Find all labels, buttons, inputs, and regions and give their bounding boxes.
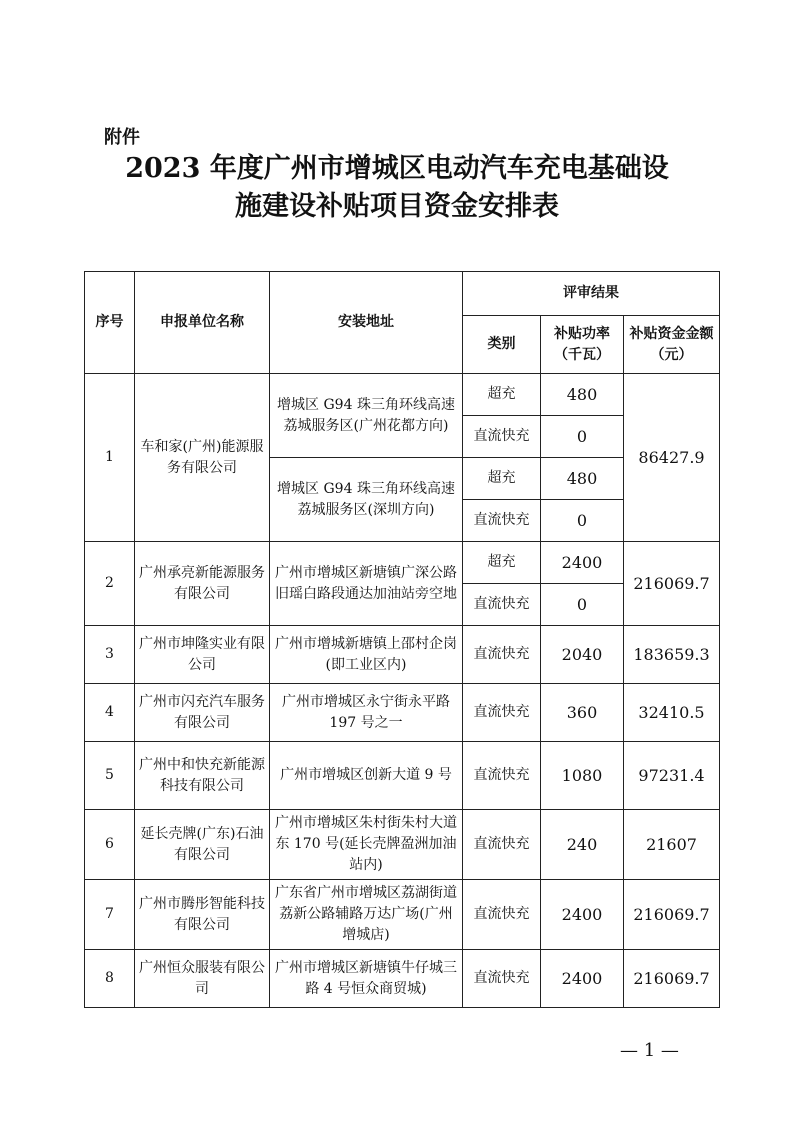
row-index: 5 bbox=[85, 742, 135, 810]
title-line-2: 施建设补贴项目资金安排表 bbox=[235, 191, 559, 222]
charger-category: 直流快充 bbox=[463, 626, 541, 684]
subsidy-power: 0 bbox=[541, 416, 624, 458]
document-title bbox=[0, 150, 794, 226]
charger-category: 直流快充 bbox=[463, 742, 541, 810]
page-number: — 1 — bbox=[620, 1040, 679, 1061]
subsidy-amount: 86427.9 bbox=[624, 374, 720, 542]
subsidy-amount: 32410.5 bbox=[624, 684, 720, 742]
charger-category: 直流快充 bbox=[463, 950, 541, 1008]
applicant-unit: 广州承亮新能源服务有限公司 bbox=[135, 542, 270, 626]
subsidy-amount: 216069.7 bbox=[624, 880, 720, 950]
subsidy-power: 2400 bbox=[541, 950, 624, 1008]
row-index: 3 bbox=[85, 626, 135, 684]
charger-category: 直流快充 bbox=[463, 584, 541, 626]
applicant-unit: 广州市闪充汽车服务有限公司 bbox=[135, 684, 270, 742]
subsidy-amount: 216069.7 bbox=[624, 542, 720, 626]
table-row bbox=[85, 626, 720, 684]
row-index: 4 bbox=[85, 684, 135, 742]
charger-category: 直流快充 bbox=[463, 880, 541, 950]
charger-category: 直流快充 bbox=[463, 500, 541, 542]
table-row bbox=[85, 880, 720, 950]
install-address: 广州市增城新塘镇上邵村企岗(即工业区内) bbox=[270, 626, 463, 684]
charger-category: 超充 bbox=[463, 542, 541, 584]
install-address: 增城区 G94 珠三角环线高速荔城服务区(广州花都方向) bbox=[270, 374, 463, 458]
install-address: 广州市增城区新塘镇广深公路旧瑶白路段通达加油站旁空地 bbox=[270, 542, 463, 626]
applicant-unit: 车和家(广州)能源服务有限公司 bbox=[135, 374, 270, 542]
header-index: 序号 bbox=[85, 272, 135, 374]
charger-category: 直流快充 bbox=[463, 684, 541, 742]
table-row bbox=[85, 684, 720, 742]
subsidy-table bbox=[84, 271, 720, 1008]
subsidy-power: 360 bbox=[541, 684, 624, 742]
install-address: 广州市增城区朱村街朱村大道东 170 号(延长壳牌盈洲加油站内) bbox=[270, 810, 463, 880]
applicant-unit: 广州市腾彤智能科技有限公司 bbox=[135, 880, 270, 950]
subsidy-power: 0 bbox=[541, 500, 624, 542]
subsidy-power: 240 bbox=[541, 810, 624, 880]
header-amount: 补贴资金金额（元） bbox=[624, 316, 720, 374]
subsidy-power: 2400 bbox=[541, 542, 624, 584]
header-unit: 申报单位名称 bbox=[135, 272, 270, 374]
row-index: 6 bbox=[85, 810, 135, 880]
subsidy-power: 2400 bbox=[541, 880, 624, 950]
install-address: 广州市增城区永宁街永平路 197 号之一 bbox=[270, 684, 463, 742]
subsidy-power: 1080 bbox=[541, 742, 624, 810]
title-line-1: 2023 年度广州市增城区电动汽车充电基础设 bbox=[125, 153, 669, 184]
subsidy-amount: 97231.4 bbox=[624, 742, 720, 810]
header-power: 补贴功率（千瓦） bbox=[541, 316, 624, 374]
subsidy-power: 480 bbox=[541, 458, 624, 500]
row-index: 1 bbox=[85, 374, 135, 542]
header-review-result: 评审结果 bbox=[463, 272, 720, 316]
subsidy-power: 2040 bbox=[541, 626, 624, 684]
applicant-unit: 广州中和快充新能源科技有限公司 bbox=[135, 742, 270, 810]
row-index: 8 bbox=[85, 950, 135, 1008]
install-address: 广州市增城区新塘镇牛仔城三路 4 号恒众商贸城) bbox=[270, 950, 463, 1008]
install-address: 广州市增城区创新大道 9 号 bbox=[270, 742, 463, 810]
table-row bbox=[85, 542, 720, 584]
table-row bbox=[85, 810, 720, 880]
header-category: 类别 bbox=[463, 316, 541, 374]
applicant-unit: 延长壳牌(广东)石油有限公司 bbox=[135, 810, 270, 880]
charger-category: 直流快充 bbox=[463, 416, 541, 458]
table-row bbox=[85, 374, 720, 416]
table-body bbox=[85, 374, 720, 1008]
table-row bbox=[85, 742, 720, 810]
attachment-label: 附件 bbox=[104, 127, 140, 148]
charger-category: 超充 bbox=[463, 374, 541, 416]
subsidy-amount: 21607 bbox=[624, 810, 720, 880]
applicant-unit: 广州市坤隆实业有限公司 bbox=[135, 626, 270, 684]
header-address: 安装地址 bbox=[270, 272, 463, 374]
subsidy-power: 480 bbox=[541, 374, 624, 416]
charger-category: 超充 bbox=[463, 458, 541, 500]
install-address: 广东省广州市增城区荔湖街道荔新公路辅路万达广场(广州增城店) bbox=[270, 880, 463, 950]
subsidy-power: 0 bbox=[541, 584, 624, 626]
row-index: 7 bbox=[85, 880, 135, 950]
table-row bbox=[85, 950, 720, 1008]
subsidy-amount: 183659.3 bbox=[624, 626, 720, 684]
install-address: 增城区 G94 珠三角环线高速荔城服务区(深圳方向) bbox=[270, 458, 463, 542]
subsidy-amount: 216069.7 bbox=[624, 950, 720, 1008]
charger-category: 直流快充 bbox=[463, 810, 541, 880]
applicant-unit: 广州恒众服装有限公司 bbox=[135, 950, 270, 1008]
row-index: 2 bbox=[85, 542, 135, 626]
